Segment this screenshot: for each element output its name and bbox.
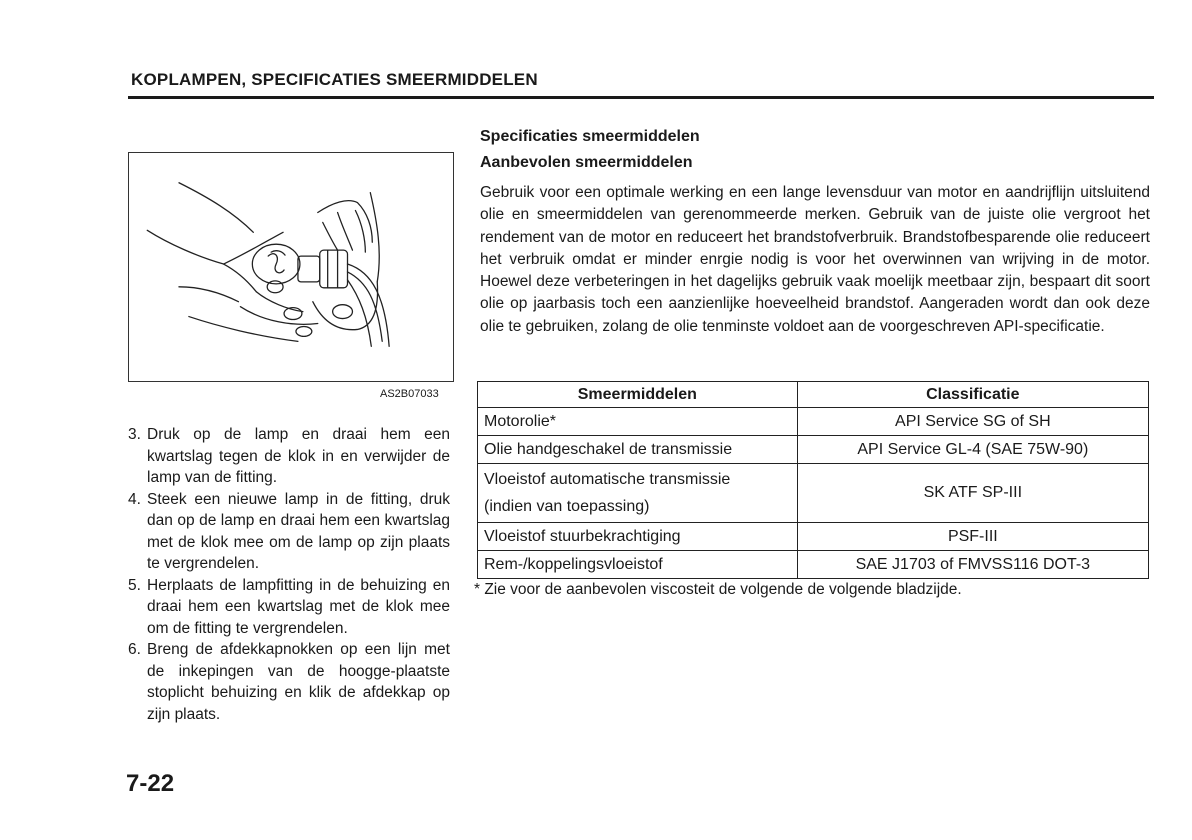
lubricant-line: (indien van toepassing) [484,498,650,515]
section-title: Specificaties smeermiddelen [480,128,700,145]
lubricant-spec-table [477,381,1149,579]
step-number: 5. [128,576,141,594]
procedure-steps [128,424,450,725]
list-item [128,575,450,640]
table-row [478,436,1149,464]
classification-cell: SAE J1703 of FMVSS116 DOT-3 [797,551,1148,579]
step-number: 4. [128,490,141,508]
table-header-row [478,382,1149,408]
lubricant-cell: Motorolie* [478,408,798,436]
page-number: 7-22 [126,770,175,797]
table-row [478,408,1149,436]
lubricant-cell: Rem-/koppelingsvloeistof [478,551,798,579]
table-row [478,464,1149,523]
table-row [478,551,1149,579]
classification-cell: API Service SG of SH [797,408,1148,436]
step-text: Druk op de lamp en draai hem een kwartslag tegen de klok in en verwijder de lamp van de fitting. [147,426,450,486]
classification-cell: API Service GL-4 (SAE 75W-90) [797,436,1148,464]
page-header-title: KOPLAMPEN, SPECIFICATIES SMEERMIDDELEN [131,70,538,89]
hands-bulb-illustration [129,153,453,381]
column-header-classification: Classificatie [797,382,1148,408]
table-footnote: * Zie voor de aanbevolen viscosteit de volgende de volgende bladzijde. [474,581,962,598]
classification-cell: SK ATF SP-III [797,464,1148,523]
step-number: 3. [128,426,141,443]
lubricant-line: Vloeistof automatische transmissie [484,471,731,488]
classification-cell: PSF-III [797,523,1148,551]
list-item [128,639,450,725]
intro-paragraph: Gebruik voor een optimale werking en een lange levensduur van motor en aandrijflijn uitsluitend olie en smeermiddelen van gerenommeerde merken. Gebruik van de juiste olie vergroot het rendement van de motor en reduceert het brandstofverbruik. Brandstofbesparende olie reduceert het verbruik omdat er minder enrgie nodig is voor het overwinnen van wrijving in de motor. Hoewel deze verbeteringen in het dagelijks gebruik vaak moelijk meetbaar zijn, bespaart dit soort olie op jaarbasis toch een aanzienlijke hoeveelheid brandstof. Aangeraden wordt dan ook deze olie te gebruiken, zolang de olie tenminste voldoet aan de voorgeschreven API-specificatie. [480,184,1150,335]
list-item [128,489,450,575]
lubricant-cell: Olie handgeschakel de transmissie [478,436,798,464]
step-text: Breng de afdekkapnokken op een lijn met de inkepingen van de hoogge-plaatste stoplicht behuizing en klik de afdekkap op zijn plaats. [147,641,450,723]
list-item [128,424,450,489]
step-text: Herplaats de lampfitting in de behuizing en draai hem een kwartslag met de klok mee om de fitting te vergrendelen. [147,576,450,637]
section-subtitle: Aanbevolen smeermiddelen [480,154,693,171]
lubricant-cell: Vloeistof stuurbekrachtiging [478,523,798,551]
figure-code: AS2B07033 [380,388,439,400]
column-header-lubricant: Smeermiddelen [478,382,798,408]
table-row [478,523,1149,551]
step-number: 6. [128,641,141,658]
header-divider [128,96,1154,99]
step-text: Steek een nieuwe lamp in de fitting, druk dan op de lamp en draai hem een kwartslag met de klok mee om de lamp op zijn plaats te vergrendelen. [147,490,450,572]
lubricant-cell [478,464,798,523]
bulb-replacement-illustration [128,152,454,382]
